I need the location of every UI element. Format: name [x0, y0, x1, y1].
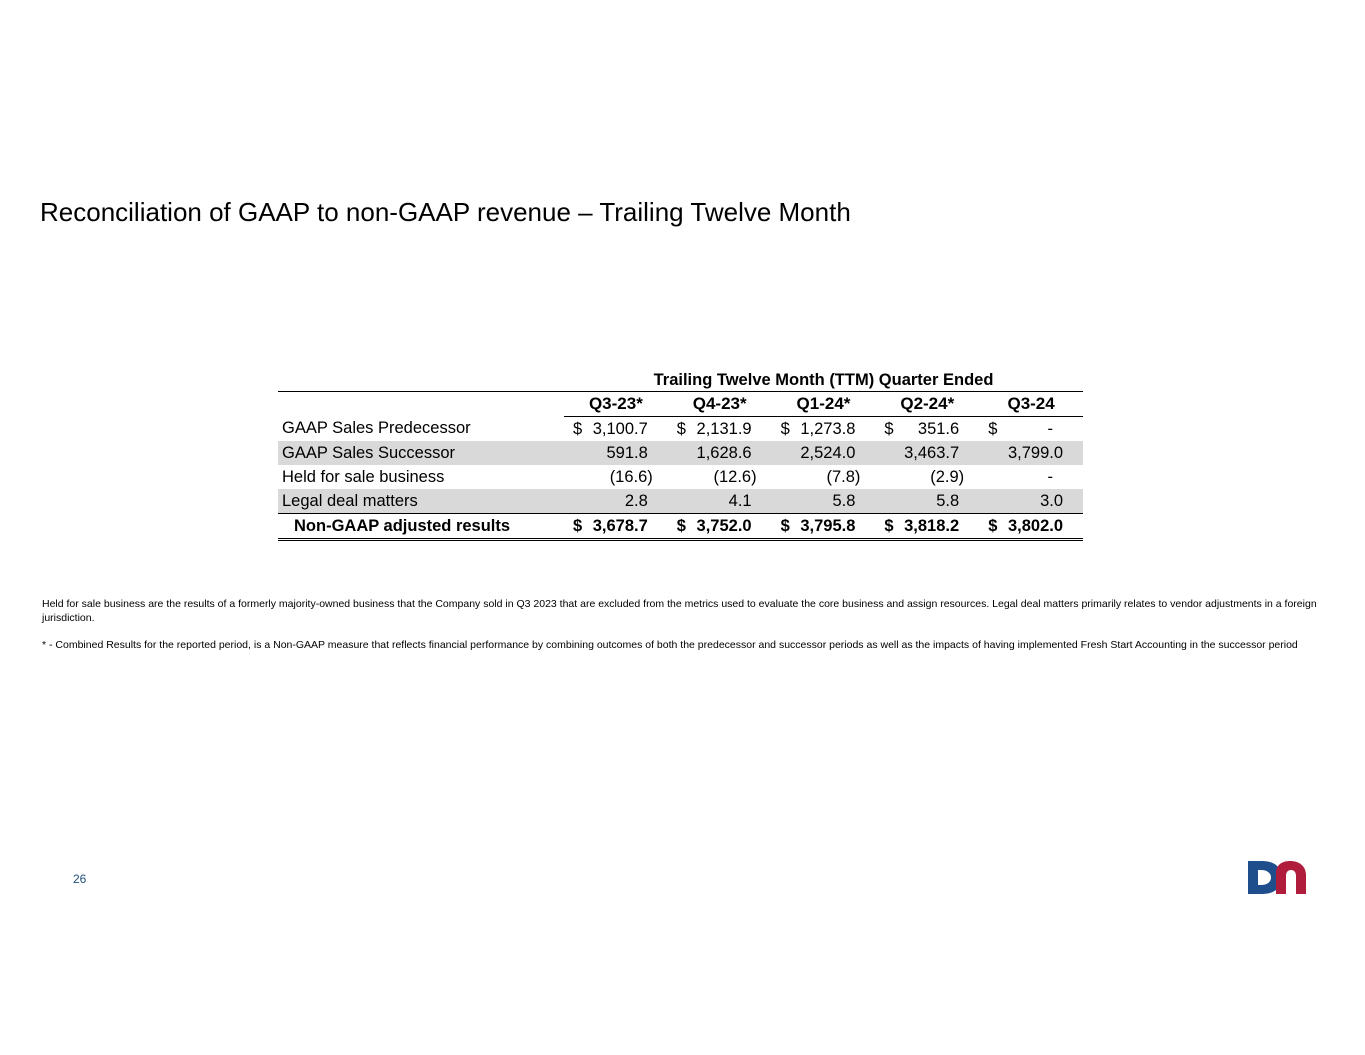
currency-symbol: $: [573, 420, 583, 438]
currency-symbol: $: [988, 517, 998, 535]
table-row: [278, 417, 1083, 442]
table-cell: [875, 441, 979, 465]
column-header: Q4-23*: [668, 392, 772, 417]
row-label: GAAP Sales Successor: [278, 441, 564, 465]
row-label: Held for sale business: [282, 467, 445, 486]
table-cell: [772, 417, 876, 442]
page-title: Reconciliation of GAAP to non-GAAP revenue – Trailing Twelve Month: [40, 197, 851, 227]
table-cell: [875, 489, 979, 514]
table-cell: [875, 465, 979, 489]
table-cell: [772, 441, 876, 465]
table-cell: [668, 417, 772, 442]
column-header: Q3-23*: [564, 392, 668, 417]
table-row: [278, 465, 1083, 489]
table-cell: [772, 514, 876, 540]
footnote-combined-results: * - Combined Results for the reported period, is a Non-GAAP measure that reflects financial performance by combining outcomes of both the predecessor and successor periods as well as the impacts of having implemented Fresh Start Accounting in the successor period: [42, 639, 1298, 651]
footnote-held-for-sale: Held for sale business are the results of a formerly majority-owned business that the Company sold in Q3 2023 that are excluded from the metrics used to evaluate the core business and assign resources. Legal deal matters primarily relates to vendor adjustments in a foreign jurisdiction.: [42, 598, 1317, 624]
cell-value: 2,524.0: [800, 444, 856, 462]
reconciliation-table: [278, 369, 1083, 541]
table-group-header-row: [278, 369, 1083, 392]
cell-value: 3,795.8: [800, 517, 856, 535]
table-row: [278, 489, 1083, 514]
table-cell: [564, 489, 668, 514]
cell-value: (2.9): [930, 468, 965, 486]
cell-value: -: [1047, 468, 1054, 486]
cell-value: 3,818.2: [904, 517, 960, 535]
cell-value: 4.1: [728, 492, 752, 510]
cell-value: 3,100.7: [592, 420, 648, 438]
currency-symbol: $: [988, 420, 998, 438]
cell-value: 1,273.8: [800, 420, 856, 438]
row-label: GAAP Sales Predecessor: [282, 419, 471, 438]
cell-value: 2.8: [624, 492, 648, 510]
cell-value: -: [1047, 420, 1054, 438]
currency-symbol: $: [780, 517, 790, 535]
cell-value: 351.6: [917, 420, 960, 438]
dn-logo-icon: [1246, 859, 1308, 896]
currency-symbol: $: [573, 517, 583, 535]
cell-value: 3,463.7: [904, 444, 960, 462]
total-label: Non-GAAP adjusted results: [278, 514, 564, 540]
table-cell: [979, 465, 1083, 489]
table-cell: [564, 514, 668, 540]
cell-value: 3,678.7: [592, 517, 648, 535]
cell-value: 2,131.9: [696, 420, 752, 438]
table-cell: [668, 441, 772, 465]
table-cell: [668, 465, 772, 489]
table-cell: [875, 514, 979, 540]
cell-value: (7.8): [826, 468, 861, 486]
column-header: Q1-24*: [772, 392, 876, 417]
total-row: [278, 514, 1083, 540]
table-cell: [875, 417, 979, 442]
cell-value: 5.8: [936, 492, 960, 510]
table-cell: [979, 514, 1083, 540]
table-row: [278, 441, 1083, 465]
cell-value: 3,802.0: [1007, 517, 1064, 535]
cell-value: 1,628.6: [696, 444, 752, 462]
page-number: 26: [73, 872, 87, 886]
column-header: Q3-24: [979, 392, 1083, 417]
table-cell: [668, 514, 772, 540]
table-group-header: Trailing Twelve Month (TTM) Quarter Ended: [564, 369, 1083, 392]
table-column-header-row: [278, 392, 1083, 417]
column-header: Q2-24*: [875, 392, 979, 417]
table-cell: [979, 489, 1083, 514]
cell-value: 3,799.0: [1007, 444, 1064, 462]
cell-value: 5.8: [832, 492, 856, 510]
table-cell: [564, 417, 668, 442]
table-cell: [564, 465, 668, 489]
cell-value: 3,752.0: [696, 517, 752, 535]
cell-value: (12.6): [713, 468, 757, 486]
cell-value: 591.8: [606, 444, 648, 462]
table-cell: [979, 417, 1083, 442]
currency-symbol: $: [884, 420, 894, 438]
cell-value: 3.0: [1040, 492, 1064, 510]
table-cell: [979, 441, 1083, 465]
table-cell: [772, 489, 876, 514]
table-cell: [668, 489, 772, 514]
row-label: Legal deal matters: [278, 489, 564, 514]
currency-symbol: $: [676, 517, 686, 535]
table-cell: [772, 465, 876, 489]
table-cell: [564, 441, 668, 465]
currency-symbol: $: [676, 420, 686, 438]
currency-symbol: $: [884, 517, 894, 535]
cell-value: (16.6): [609, 468, 653, 486]
currency-symbol: $: [780, 420, 790, 438]
